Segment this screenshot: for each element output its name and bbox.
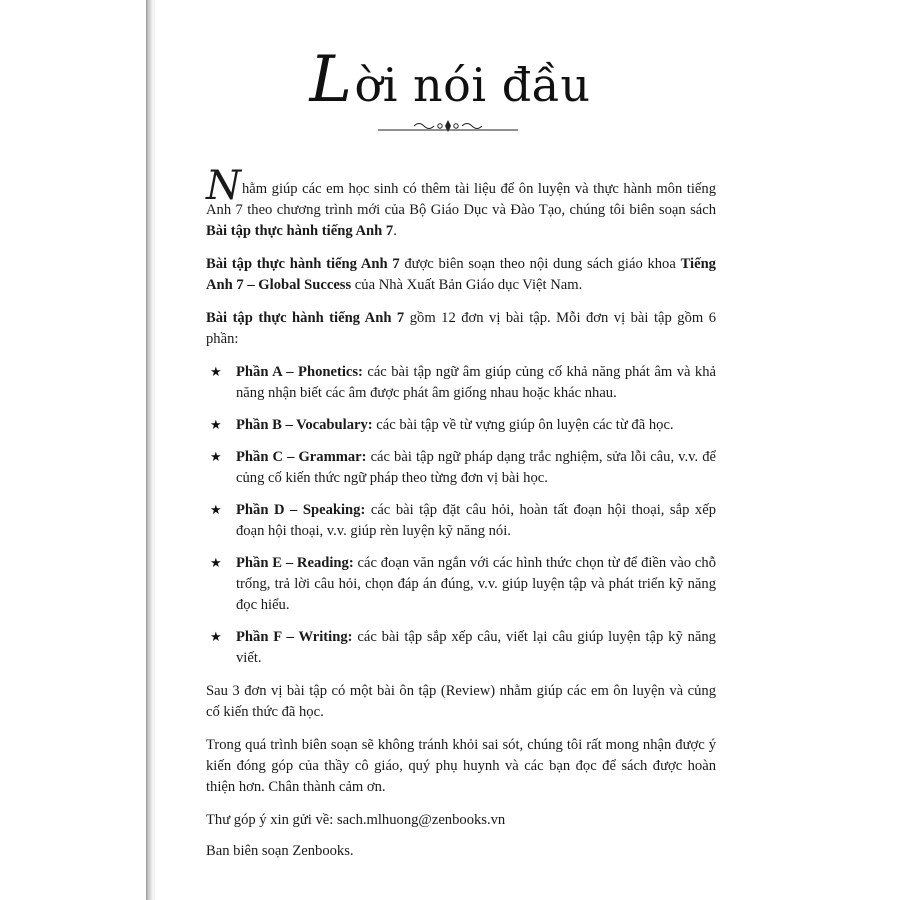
list-item <box>206 553 716 616</box>
preface-body <box>206 163 717 872</box>
page-title <box>309 43 591 117</box>
part-label: Phần F – Writing: <box>236 629 353 645</box>
part-text: các bài tập ngữ âm giúp củng cố khả năng phát âm và khả năng nhận biết các âm được phát âm giống nhau hoặc khác nhau. <box>236 364 717 401</box>
third-book-title: Bài tập thực hành tiếng Anh 7 <box>206 310 405 326</box>
part-text: các bài tập ngữ pháp dạng trắc nghiệm, sửa lỗi câu, v.v. để củng cố kiến thức ngữ pháp theo từng đơn vị bài học. <box>236 449 716 486</box>
email-line: Thư góp ý xin gửi về: sach.mlhuong@zenbooks.vn <box>206 812 506 828</box>
list-item <box>206 415 716 436</box>
structure-paragraph <box>206 308 716 350</box>
title-block <box>0 43 900 117</box>
list-item <box>206 627 716 669</box>
part-text: các bài tập đặt câu hỏi, hoàn tất đoạn hội thoại, sắp xếp đoạn hội thoại, v.v. giúp rèn luyện kỹ năng nói. <box>236 502 716 539</box>
star-bullet-icon: ★ <box>210 503 222 518</box>
part-label: Phần B – Vocabulary: <box>236 417 373 433</box>
dropcap-letter: N <box>206 163 241 209</box>
list-item <box>206 362 716 404</box>
part-text: các đoạn văn ngắn với các hình thức chọn từ để điền vào chỗ trống, trả lời câu hỏi, chọn đáp án đúng, v.v. giúp luyện tập và phát triển kỹ năng đọc hiểu. <box>236 555 716 613</box>
intro-paragraph <box>206 163 716 242</box>
list-item <box>206 447 716 489</box>
review-paragraph: Sau 3 đơn vị bài tập có một bài ôn tập (Review) nhằm giúp các em ôn luyện và củng cố kiến thức đã học. <box>206 683 716 720</box>
second-text-mid: được biên soạn theo nội dung sách giáo khoa <box>399 256 681 272</box>
textbook-paragraph <box>206 254 716 296</box>
part-label: Phần E – Reading: <box>236 555 354 571</box>
part-label: Phần D – Speaking: <box>236 502 366 518</box>
list-item <box>206 500 716 542</box>
flourish-ornament-icon <box>378 118 518 134</box>
textbook-title: Tiếng Anh 7 – Global Success <box>206 256 716 293</box>
intro-text-end: . <box>393 223 397 239</box>
star-bullet-icon: ★ <box>210 556 222 571</box>
part-text: các bài tập sắp xếp câu, viết lại câu giúp luyện tập kỹ năng viết. <box>236 629 716 666</box>
title-initial: L <box>309 43 353 117</box>
intro-book-title: Bài tập thực hành tiếng Anh 7 <box>206 223 394 239</box>
third-text-end: gồm 12 đơn vị bài tập. Mỗi đơn vị bài tập gồm 6 phần: <box>206 310 716 347</box>
signature-line: Ban biên soạn Zenbooks. <box>206 843 354 859</box>
star-bullet-icon: ★ <box>210 365 222 380</box>
part-label: Phần A – Phonetics: <box>236 364 363 380</box>
second-book-title: Bài tập thực hành tiếng Anh 7 <box>206 256 400 272</box>
part-label: Phần C – Grammar: <box>236 449 367 465</box>
intro-text-start: hằm giúp các em học sinh có thêm tài liệu để ôn luyện và thực hành môn tiếng Anh 7 theo chương trình mới của Bộ Giáo Dục và Đào Tạo, chúng tôi biên soạn sách <box>206 181 716 218</box>
part-text: các bài tập về từ vựng giúp ôn luyện các từ đã học. <box>372 417 674 433</box>
star-bullet-icon: ★ <box>210 418 222 433</box>
title-rest: ời nói đầu <box>354 58 591 112</box>
second-text-end: của Nhà Xuất Bản Giáo dục Việt Nam. <box>351 277 583 293</box>
star-bullet-icon: ★ <box>210 630 222 645</box>
scan-edge-highlight <box>152 0 155 900</box>
feedback-paragraph: Trong quá trình biên soạn sẽ không tránh khỏi sai sót, chúng tôi rất mong nhận được ý kiến đóng góp của thầy cô giáo, quý phụ huynh và các bạn đọc để sách được hoàn thiện hơn. Chân thành cảm ơn. <box>206 737 716 795</box>
star-bullet-icon: ★ <box>210 450 222 465</box>
parts-list <box>206 362 716 669</box>
